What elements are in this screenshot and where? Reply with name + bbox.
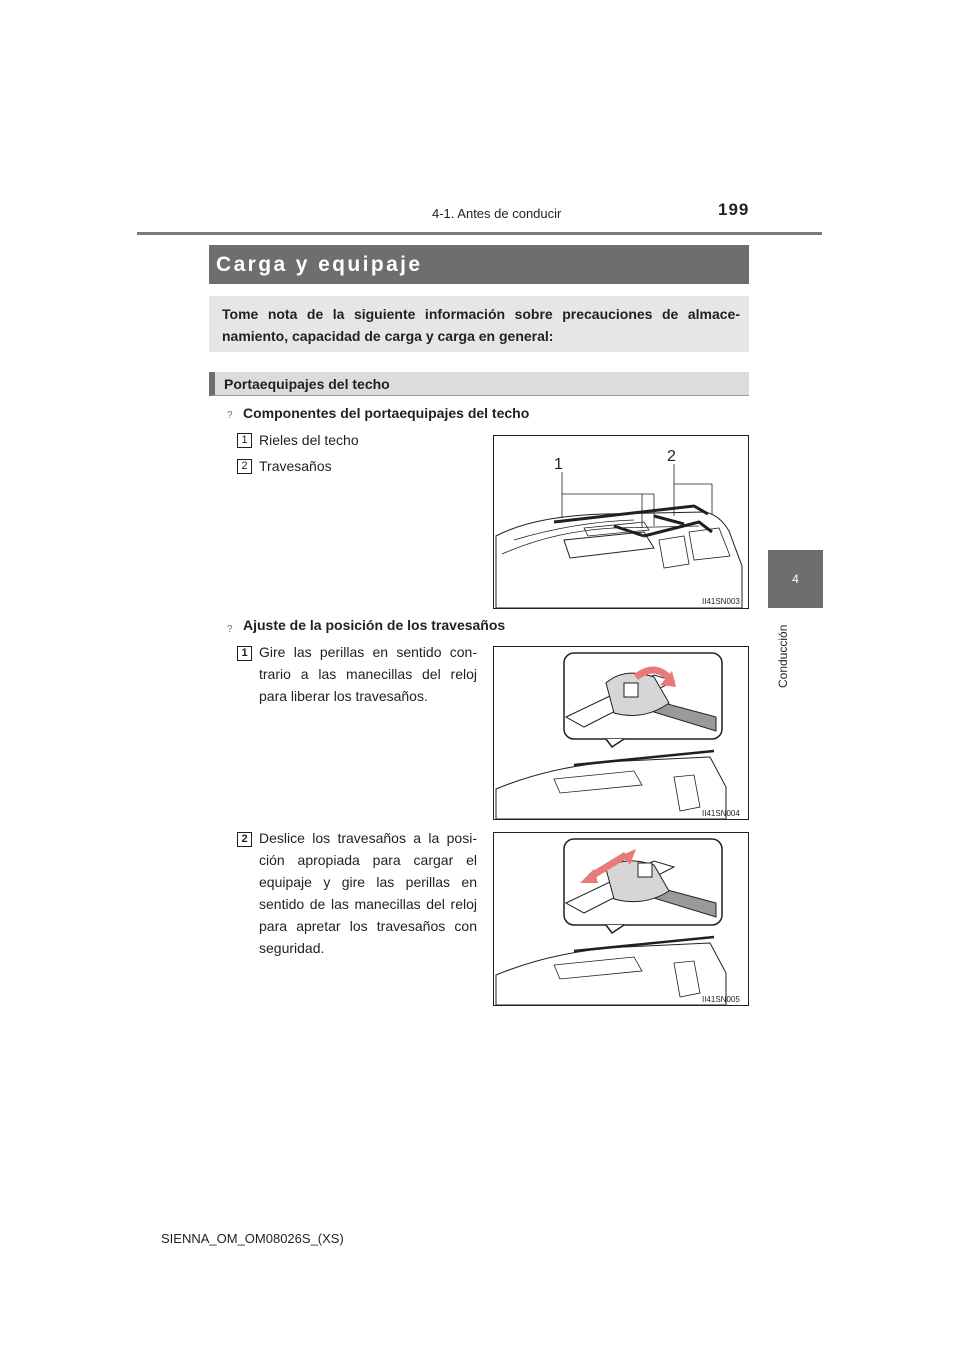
step-1-text: Gire las perillas en sentido con-trario a las manecillas del reloj para liberar los travesaños. [259, 644, 477, 704]
components-heading: Componentes del portaequipajes del techo [243, 405, 530, 421]
bullet-icon: ? [227, 624, 233, 635]
knob-rotation-illustration [494, 647, 748, 819]
slide-and-tighten-illustration [494, 833, 748, 1005]
item-number-2: 2 [237, 459, 252, 474]
callout-2: 2 [667, 448, 676, 465]
page-number: 199 [718, 200, 750, 219]
page-title: Carga y equipaje [216, 253, 423, 276]
roof-rack-components-figure [493, 435, 749, 609]
figure-code: II41SN005 [702, 995, 740, 1004]
section-title: 4-1. Antes de conducir [432, 206, 562, 221]
item-label-crossbars: Travesaños [259, 458, 332, 474]
chapter-label [774, 616, 794, 691]
callout-1: 1 [554, 456, 563, 473]
bullet-icon: ? [227, 410, 233, 421]
chapter-label-text: Conducción [776, 624, 790, 688]
car-roof-illustration [494, 436, 748, 608]
figure-code: II41SN004 [702, 809, 740, 818]
chapter-tab: 4 [768, 550, 823, 608]
footer-code: SIENNA_OM_OM08026S_(XS) [161, 1231, 344, 1246]
step-2-text: Deslice los travesaños a la posi-ción apropiada para cargar el equipaje y gire las perillas en sentido de las manecillas del reloj para apretar los travesaños con seguridad. [259, 830, 477, 956]
slide-crossbar-figure [493, 832, 749, 1006]
step-number-2: 2 [237, 832, 252, 847]
subsection-title: Portaequipajes del techo [224, 376, 390, 392]
figure-code: II41SN003 [702, 597, 740, 606]
item-label-rails: Rieles del techo [259, 432, 359, 448]
adjust-heading: Ajuste de la posición de los travesaños [243, 617, 506, 633]
release-crossbar-figure [493, 646, 749, 820]
item-number-1: 1 [237, 433, 252, 448]
intro-text: Tome nota de la siguiente información sobre precauciones de almace-namiento, capacidad de carga y carga en general: [222, 306, 740, 344]
header-divider [137, 232, 822, 235]
step-number-1: 1 [237, 646, 252, 661]
